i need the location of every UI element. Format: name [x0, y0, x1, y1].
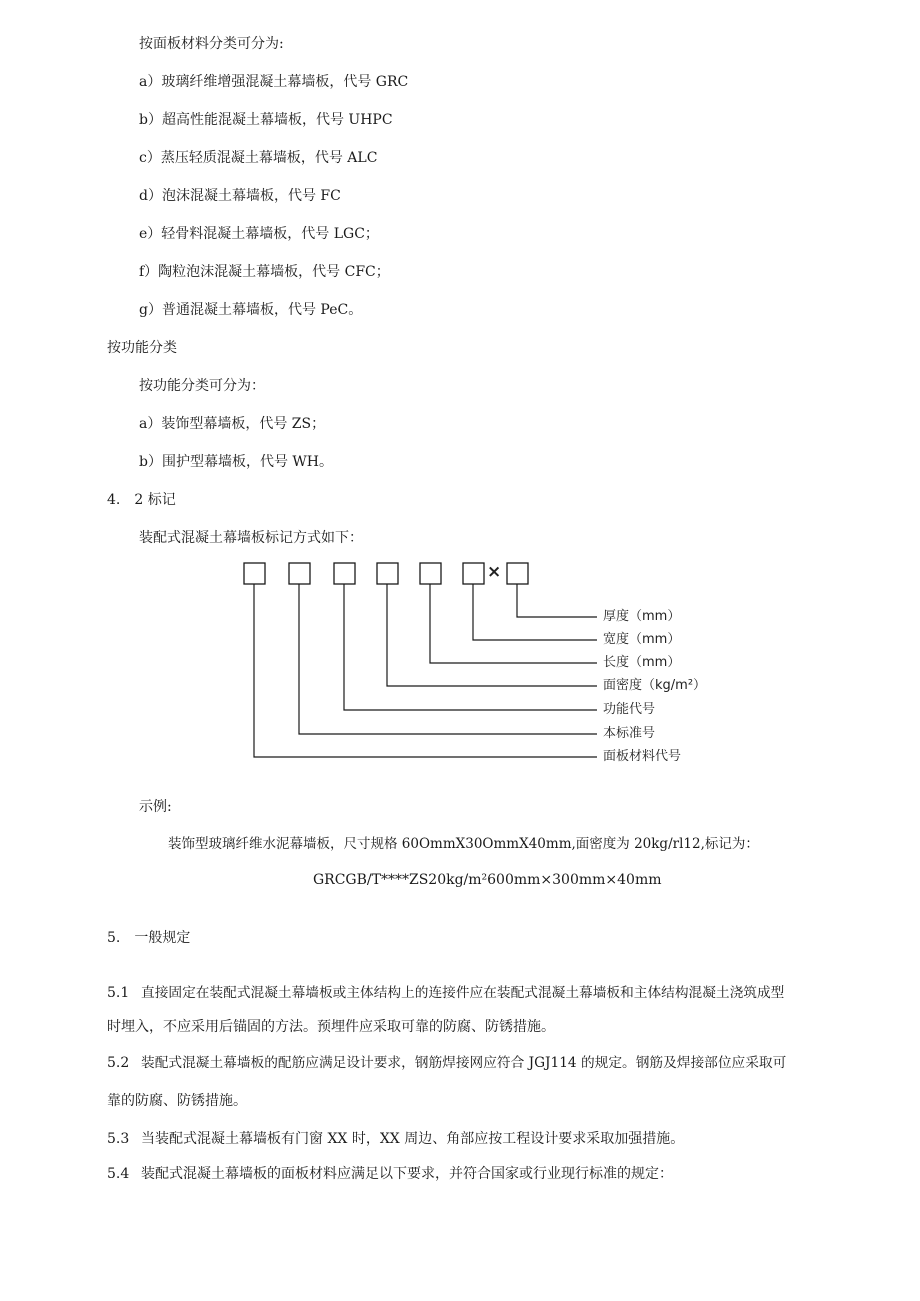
clause-text-continued: 靠的防腐、防锈措施。 — [107, 1093, 247, 1109]
panel-item-uhpc: b）超高性能混凝土幕墙板，代号 UHPC — [139, 112, 393, 128]
leader-lines — [254, 584, 597, 757]
clause-number: 5.4 — [107, 1166, 130, 1182]
box-standard-number — [289, 563, 310, 584]
clause-number: 5.1 — [107, 985, 130, 1001]
box-width — [463, 563, 484, 584]
label-function-code: 功能代号 — [603, 702, 656, 717]
clause-text: 装配式混凝土幕墙板的面板材料应满足以下要求，并符合国家或行业现行标准的规定： — [141, 1166, 673, 1182]
clause-text: 直接固定在装配式混凝土幕墙板或主体结构上的连接件应在装配式混凝土幕墙板和主体结构混凝土浇筑成型 — [141, 985, 785, 1001]
clause-number: 5.2 — [107, 1055, 130, 1071]
label-standard-number: 本标准号 — [603, 726, 656, 741]
panel-item-grc: a）玻璃纤维增强混凝土幕墙板，代号 GRC — [139, 74, 409, 90]
box-length — [420, 563, 441, 584]
times-sign: × — [487, 562, 502, 582]
panel-item-fc: d）泡沫混凝土幕墙板，代号 FC — [139, 188, 341, 204]
function-item-zs: a）装饰型幕墙板，代号 ZS； — [139, 416, 326, 432]
panel-item-cfc: f）陶粒泡沫混凝土幕墙板，代号 CFC； — [139, 264, 390, 280]
panel-item-pec: g）普通混凝土幕墙板，代号 PeC。 — [139, 302, 363, 318]
label-length: 长度（mm） — [603, 655, 681, 670]
example-mark: GRCGB/T****ZS20kg/m²600mm×300mm×40mm — [313, 872, 662, 888]
example-heading: 示例: — [139, 799, 172, 815]
box-surface-density — [377, 563, 398, 584]
label-thickness: 厚度（mm） — [603, 609, 681, 624]
panel-classification-intro: 按面板材料分类可分为: — [139, 36, 284, 52]
section-4-2-heading: 4. 2 标记 — [107, 492, 176, 508]
clause-text: 当装配式混凝土幕墙板有门窗 XX 时，XX 周边、角部应按工程设计要求采取加强措施。 — [141, 1131, 685, 1147]
box-panel-material — [244, 563, 265, 584]
panel-item-lgc: e）轻骨料混凝土幕墙板，代号 LGC； — [139, 226, 379, 242]
label-panel-material: 面板材料代号 — [603, 749, 682, 764]
function-classification-heading: 按功能分类 — [107, 340, 177, 356]
example-text: 装饰型玻璃纤维水泥幕墙板，尺寸规格 60OmmX30OmmX40mm,面密度为 20kg/rl12,标记为： — [168, 836, 759, 852]
box-thickness — [507, 563, 528, 584]
clause-number: 5.3 — [107, 1131, 130, 1147]
function-classification-intro: 按功能分类可分为： — [139, 378, 265, 394]
panel-item-alc: c）蒸压轻质混凝土幕墙板，代号 ALC — [139, 150, 378, 166]
function-item-wh: b）围护型幕墙板，代号 WH。 — [139, 454, 334, 470]
label-surface-density: 面密度（kg/m²） — [603, 678, 707, 693]
box-function-code — [334, 563, 355, 584]
label-width: 宽度（mm） — [603, 632, 681, 647]
section-5-heading: 5. 一般规定 — [107, 930, 191, 946]
marking-intro: 装配式混凝土幕墙板标记方式如下： — [139, 530, 363, 546]
clause-text: 装配式混凝土幕墙板的配筋应满足设计要求，钢筋焊接网应符合 JGJ114 的规定。钢筋及焊接部位应采取可 — [141, 1055, 787, 1071]
clause-text-continued: 时埋入，不应采用后锚固的方法。预埋件应采取可靠的防腐、防锈措施。 — [107, 1019, 555, 1035]
